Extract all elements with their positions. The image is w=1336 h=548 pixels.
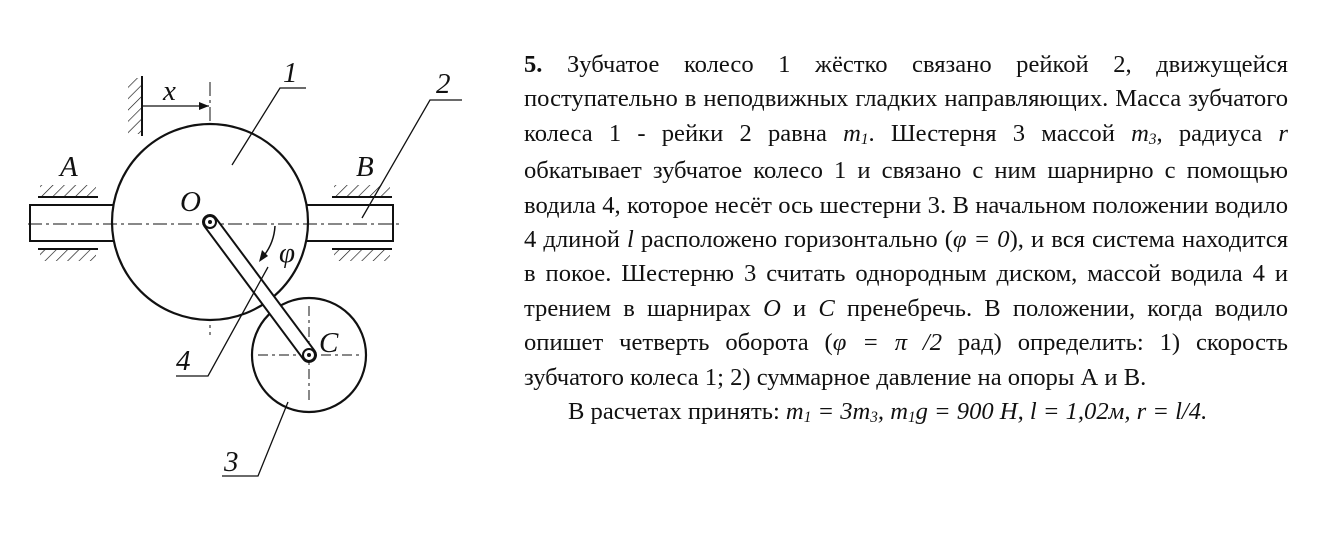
label-3: 3	[224, 446, 239, 478]
label-4: 4	[176, 345, 191, 377]
label-a: A	[60, 151, 78, 183]
label-b: B	[356, 151, 374, 183]
problem-paragraph: 5. Зубчатое колесо 1 жёстко связано рейкой 2, движущейся поступательно в неподвижных гладких направляющих. Масса зубчатого колеса 1 - рейки 2 равна $m_1$. Шестерня 3 массой $m_3$, радиуса r обкатывает зубчатое колесо 1 и связано с ним шарнирно с помощью водила 4, которое несёт ось шестерни 3. В начальном положении водило 4 длиной l расположено горизонтально (φ = 0), и вся система находится в покое. Шестерню 3 считать однородным диском, массой водила 4 и трением в шарнирах O и C пренебречь. В положении, когда водило опишет четверть оборота (φ = π /2 рад) определить: 1) скорость зубчатого колеса 1; 2) суммарное давление на опоры А и В.	[524, 51, 1289, 391]
problem-text	[524, 48, 1288, 432]
mechanism-diagram	[0, 0, 500, 548]
fixed-wall	[128, 76, 142, 136]
label-x: x	[163, 75, 176, 107]
given-data-paragraph: В расчетах принять: $m_1 = 3m_3$, $m_1g = 900$ Н, l = 1,02м, r = l/4.	[568, 398, 1208, 427]
label-2: 2	[436, 68, 451, 100]
x-dimension	[142, 75, 209, 110]
label-1: 1	[283, 57, 298, 89]
label-phi: φ	[279, 237, 296, 269]
problem-number: 5.	[524, 51, 543, 78]
label-o: O	[180, 186, 201, 218]
label-c: C	[319, 327, 339, 359]
mechanism-figure	[0, 0, 500, 548]
